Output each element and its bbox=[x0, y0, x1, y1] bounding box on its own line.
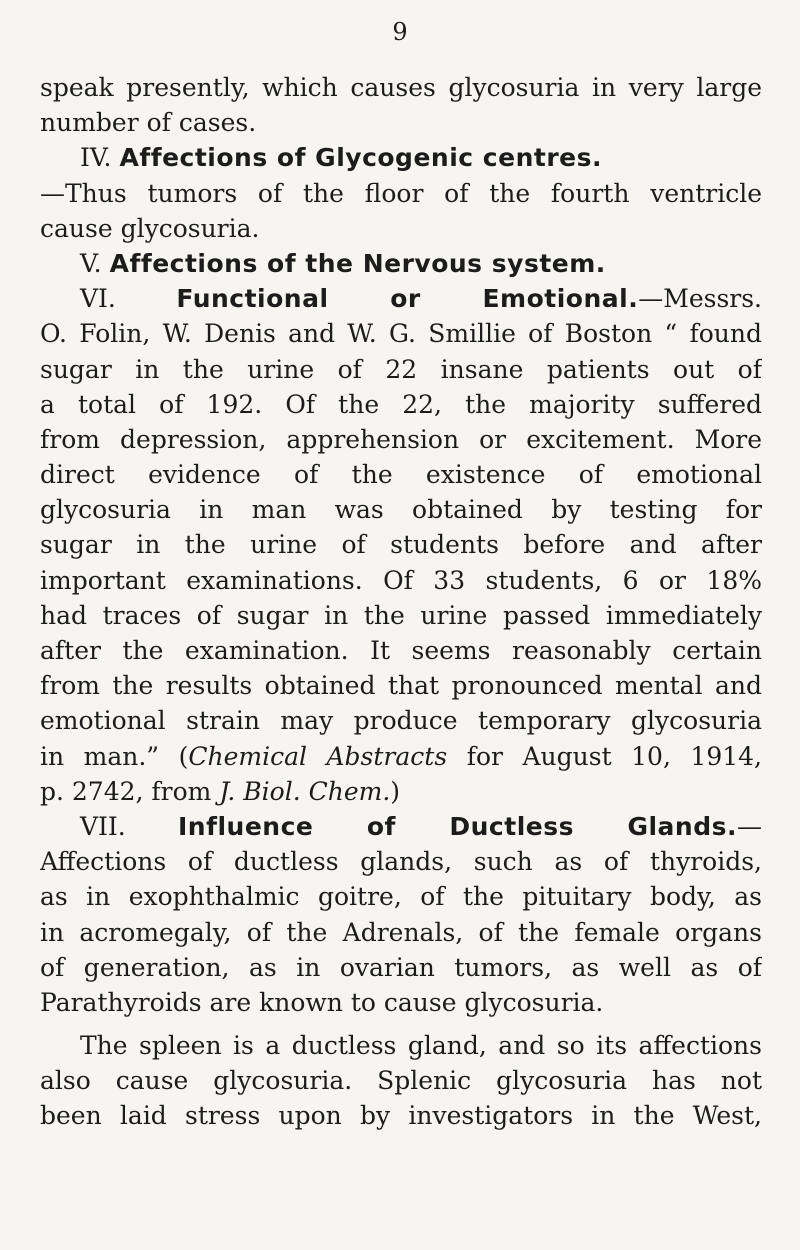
text-line: from depression, apprehension or excitement. More bbox=[40, 424, 762, 454]
section-heading-vii bbox=[40, 809, 762, 844]
section-heading-vi bbox=[40, 281, 762, 316]
section-number: VI. bbox=[80, 284, 116, 314]
text-line: important examinations. Of 33 students, 6 or 18% bbox=[40, 565, 762, 595]
section-title: Influence of Ductless Glands. bbox=[178, 811, 738, 841]
section-lead: — bbox=[737, 811, 762, 841]
page-body bbox=[40, 70, 762, 1134]
text-line: as in exophthalmic goitre, of the pituitary body, as bbox=[40, 882, 762, 912]
section-heading-v bbox=[40, 246, 762, 281]
text-line: emotional strain may produce temporary glycosuria bbox=[40, 706, 762, 736]
text-line: in acromegaly, of the Adrenals, of the female organs bbox=[40, 917, 762, 947]
text-line: a total of 192. Of the 22, the majority suffered bbox=[40, 389, 762, 419]
text-line: cause glycosuria. bbox=[40, 213, 260, 243]
section-number: VII. bbox=[80, 811, 126, 841]
text-line-citation bbox=[40, 739, 762, 774]
text-line: sugar in the urine of students before and after bbox=[40, 530, 762, 560]
text-line: Parathyroids are known to cause glycosuria. bbox=[40, 987, 604, 1017]
text-line: number of cases. bbox=[40, 108, 257, 138]
text-line: The spleen is a ductless gland, and so its affections bbox=[80, 1031, 762, 1061]
citation-page: p. 2742, from bbox=[40, 776, 220, 806]
paragraph-gap bbox=[40, 1020, 762, 1028]
section-title: Functional or Emotional. bbox=[176, 284, 639, 314]
section-number: V. bbox=[80, 248, 102, 278]
text-line: —Thus tumors of the floor of the fourth ventricle bbox=[40, 178, 762, 208]
text-line: direct evidence of the existence of emotional bbox=[40, 460, 762, 490]
text-line: Affections of ductless glands, such as of thyroids, bbox=[40, 847, 762, 877]
citation-close: ) bbox=[390, 776, 401, 806]
text-line: also cause glycosuria. Splenic glycosuria has not bbox=[40, 1066, 762, 1096]
section-heading-iv bbox=[40, 140, 762, 175]
text-line: had traces of sugar in the urine passed immediately bbox=[40, 600, 762, 630]
section-title: Affections of Glycogenic centres. bbox=[119, 143, 602, 173]
text-line: O. Folin, W. Denis and W. G. Smillie of Boston “ found bbox=[40, 319, 762, 349]
section-title: Affections of the Nervous system. bbox=[109, 248, 606, 278]
text-line: speak presently, which causes glycosuria in very large bbox=[40, 73, 762, 102]
citation-lead: in man.” ( bbox=[40, 741, 189, 771]
text-line: sugar in the urine of 22 insane patients out of bbox=[40, 354, 762, 384]
text-line: glycosuria in man was obtained by testing for bbox=[40, 495, 762, 525]
citation-journal: Chemical Abstracts bbox=[188, 741, 448, 771]
page-number: 9 bbox=[392, 18, 408, 46]
text-line: of generation, as in ovarian tumors, as well as of bbox=[40, 952, 762, 982]
text-line: after the examination. It seems reasonably certain bbox=[40, 636, 762, 665]
citation-source: J. Biol. Chem. bbox=[219, 776, 391, 806]
text-line: from the results obtained that pronounced mental and bbox=[40, 671, 762, 701]
citation-date: for August 10, 1914, bbox=[447, 741, 762, 771]
text-line-citation bbox=[40, 774, 762, 809]
section-lead: —Messrs. bbox=[638, 284, 762, 314]
text-line: been laid stress upon by investigators in the West, bbox=[40, 1101, 762, 1131]
section-number: IV. bbox=[80, 143, 112, 173]
